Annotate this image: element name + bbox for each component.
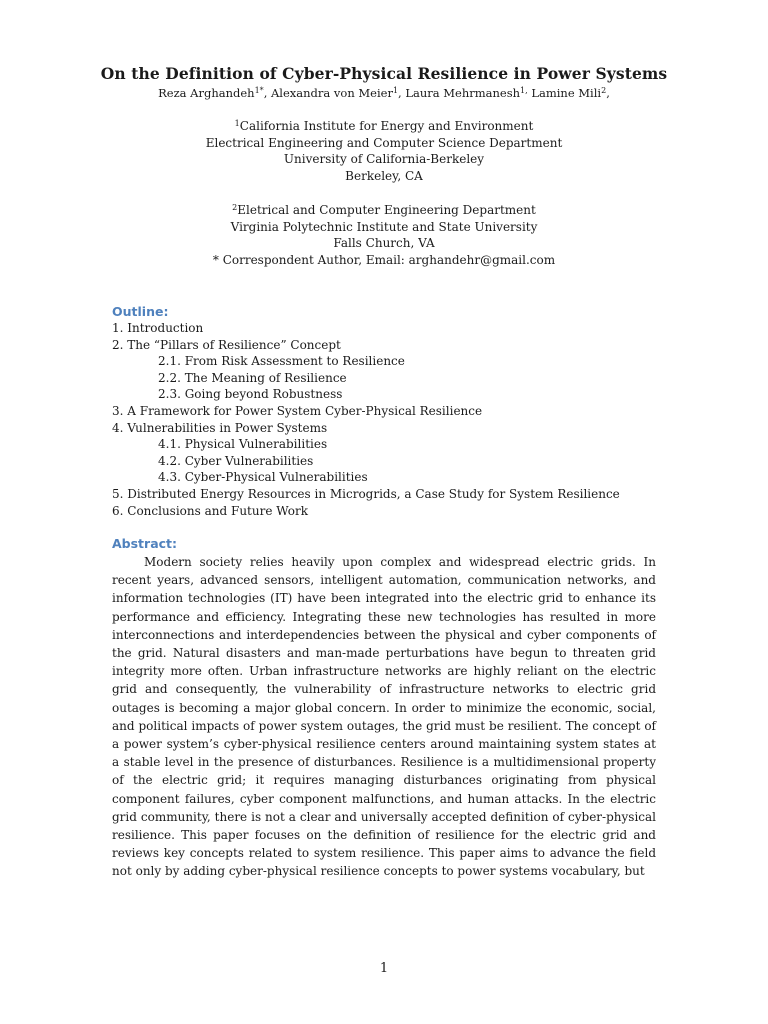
author-name: Alexandra von Meier xyxy=(271,86,393,100)
affiliation-2 xyxy=(0,202,768,268)
affiliation-line: University of California-Berkeley xyxy=(283,152,485,166)
affiliation-line xyxy=(0,202,768,219)
author-mark: 2 xyxy=(601,86,607,95)
outline-item: 1. Introduction xyxy=(112,321,204,335)
affiliation-mark: 1 xyxy=(234,119,240,128)
author-name: Laura Mehrmanesh xyxy=(405,86,521,100)
outline-subitem: 2.2. The Meaning of Resilience xyxy=(158,370,347,385)
paper-title: On the Definition of Cyber-Physical Resilience in Power Systems xyxy=(100,64,668,83)
affiliation-line xyxy=(0,118,768,135)
outline-subitem: 4.2. Cyber Vulnerabilities xyxy=(158,453,314,468)
author-separator: , xyxy=(398,86,406,100)
outline-subitem: 2.1. From Risk Assessment to Resilience xyxy=(158,354,405,369)
affiliation-text: Eletrical and Computer Engineering Department xyxy=(237,203,536,217)
author-mark: 1* xyxy=(254,86,264,95)
outline-subitem: 2.3. Going beyond Robustness xyxy=(158,387,343,402)
outline-item: 2. The “Pillars of Resilience” Concept xyxy=(112,337,341,352)
page-number: 1 xyxy=(379,961,389,976)
affiliation-line: Berkeley, CA xyxy=(345,168,423,183)
outline-heading: Outline: xyxy=(112,304,169,319)
author-mark: 1, xyxy=(520,86,528,95)
author-separator: , xyxy=(606,86,610,100)
outline-item: 6. Conclusions and Future Work xyxy=(112,503,308,518)
outline-item: 5. Distributed Energy Resources in Microgrids, a Case Study for System Resilience xyxy=(112,486,620,501)
author-list xyxy=(0,86,768,100)
affiliation-line: Virginia Polytechnic Institute and State University xyxy=(230,219,538,234)
author-separator: , xyxy=(263,86,271,100)
correspondence-line: * Correspondent Author, Email: arghandehr@gmail.com xyxy=(212,252,556,267)
abstract-heading: Abstract: xyxy=(112,536,178,551)
affiliation-text: California Institute for Energy and Environment xyxy=(239,119,534,133)
outline-list xyxy=(112,320,672,519)
author-mark: 1 xyxy=(392,86,399,95)
author-name: Lamine Mili xyxy=(531,86,602,100)
author-name: Reza Arghandeh xyxy=(158,86,255,100)
outline-subitem: 4.1. Physical Vulnerabilities xyxy=(158,437,328,452)
outline-item: 3. A Framework for Power System Cyber-Physical Resilience xyxy=(112,403,483,418)
outline-item: 4. Vulnerabilities in Power Systems xyxy=(112,420,328,435)
affiliation-line: Falls Church, VA xyxy=(333,236,435,250)
abstract-body: Modern society relies heavily upon complex and widespread electric grids. In recent years, advanced sensors, intelligent automation, communication networks, and information technologies (IT) have been integrated into the electric grid to enhance its performance and efficiency. Integrating these new technologies has resulted in more interconnections and interdependencies between the physical and cyber components of the grid. Natural disasters and man-made perturbations have begun to threaten grid integrity more often. Urban infrastructure networks are highly reliant on the electric grid and consequently, the vulnerability of infrastructure networks to electric grid outages is becoming a major global concern. In order to minimize the economic, social, and political impacts of power system outages, the grid must be resilient. The concept of a power system’s cyber-physical resilience centers around maintaining system states at a stable level in the presence of disturbances. Resilience is a multidimensional property of the electric grid; it requires managing disturbances originating from physical component failures, cyber component malfunctions, and human attacks. In the electric grid community, there is not a clear and universally accepted definition of cyber-physical resilience. This paper focuses on the definition of resilience for the electric grid and reviews key concepts related to system resilience. This paper aims to advance the field not only by adding cyber-physical resilience concepts to power systems vocabulary, but xyxy=(112,555,656,879)
affiliation-1 xyxy=(0,118,768,184)
outline-subitem: 4.3. Cyber-Physical Vulnerabilities xyxy=(158,470,368,485)
affiliation-line: Electrical Engineering and Computer Science Department xyxy=(205,135,563,150)
affiliation-mark: 2 xyxy=(232,203,238,212)
